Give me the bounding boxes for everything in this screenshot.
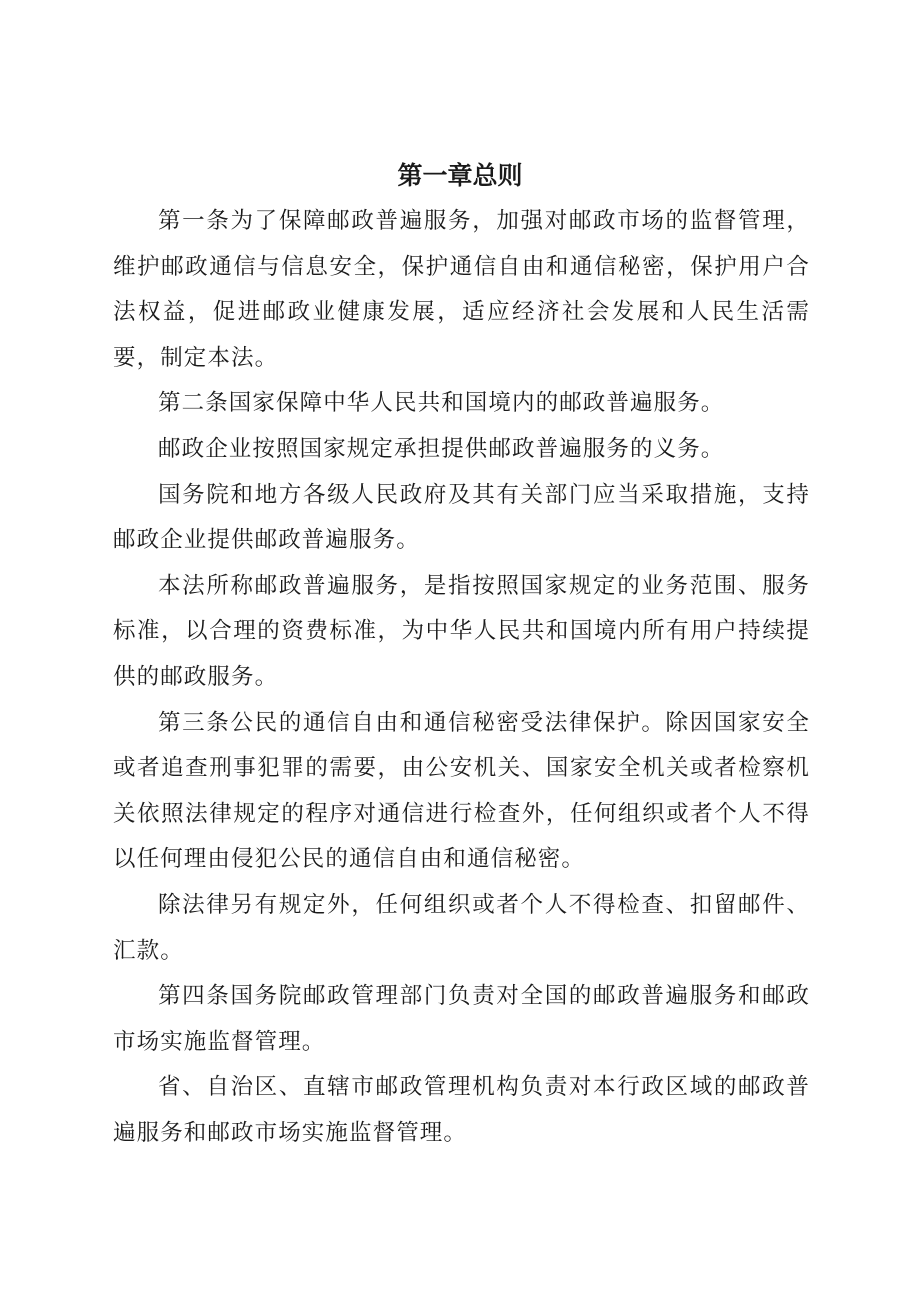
article-2-clause-government-support: 国务院和地方各级人民政府及其有关部门应当采取措施，支持邮政企业提供邮政普遍服务。 bbox=[113, 481, 810, 554]
article-3-clause-inspection: 除法律另有规定外，任何组织或者个人不得检查、扣留邮件、汇款。 bbox=[113, 891, 810, 964]
article-4-paragraph: 第四条国务院邮政管理部门负责对全国的邮政普遍服务和邮政市场实施监督管理。 bbox=[113, 983, 810, 1055]
article-2-clause-definition: 本法所称邮政普遍服务，是指按照国家规定的业务范围、服务标准，以合理的资费标准，为中华人民共和国境内所有用户持续提供的邮政服务。 bbox=[113, 572, 810, 690]
article-2-paragraph: 第二条国家保障中华人民共和国境内的邮政普遍服务。 bbox=[158, 390, 725, 417]
chapter-title: 第一章总则 bbox=[397, 161, 523, 190]
article-4-clause-provincial: 省、自治区、直辖市邮政管理机构负责对本行政区域的邮政普遍服务和邮政市场实施监督管理。 bbox=[113, 1074, 810, 1146]
article-2-clause-postal-obligation: 邮政企业按照国家规定承担提供邮政普遍服务的义务。 bbox=[158, 435, 725, 462]
document-body bbox=[113, 199, 810, 1156]
article-3-paragraph: 第三条公民的通信自由和通信秘密受法律保护。除因国家安全或者追查刑事犯罪的需要，由公安机关、国家安全机关或者检察机关依照法律规定的程序对通信进行检查外，任何组织或者个人不得以任何理由侵犯公民的通信自由和通信秘密。 bbox=[113, 709, 810, 873]
article-1-paragraph: 第一条为了保障邮政普遍服务，加强对邮政市场的监督管理，维护邮政通信与信息安全，保护通信自由和通信秘密，保护用户合法权益，促进邮政业健康发展，适应经济社会发展和人民生活需要，制定本法。 bbox=[113, 208, 810, 371]
